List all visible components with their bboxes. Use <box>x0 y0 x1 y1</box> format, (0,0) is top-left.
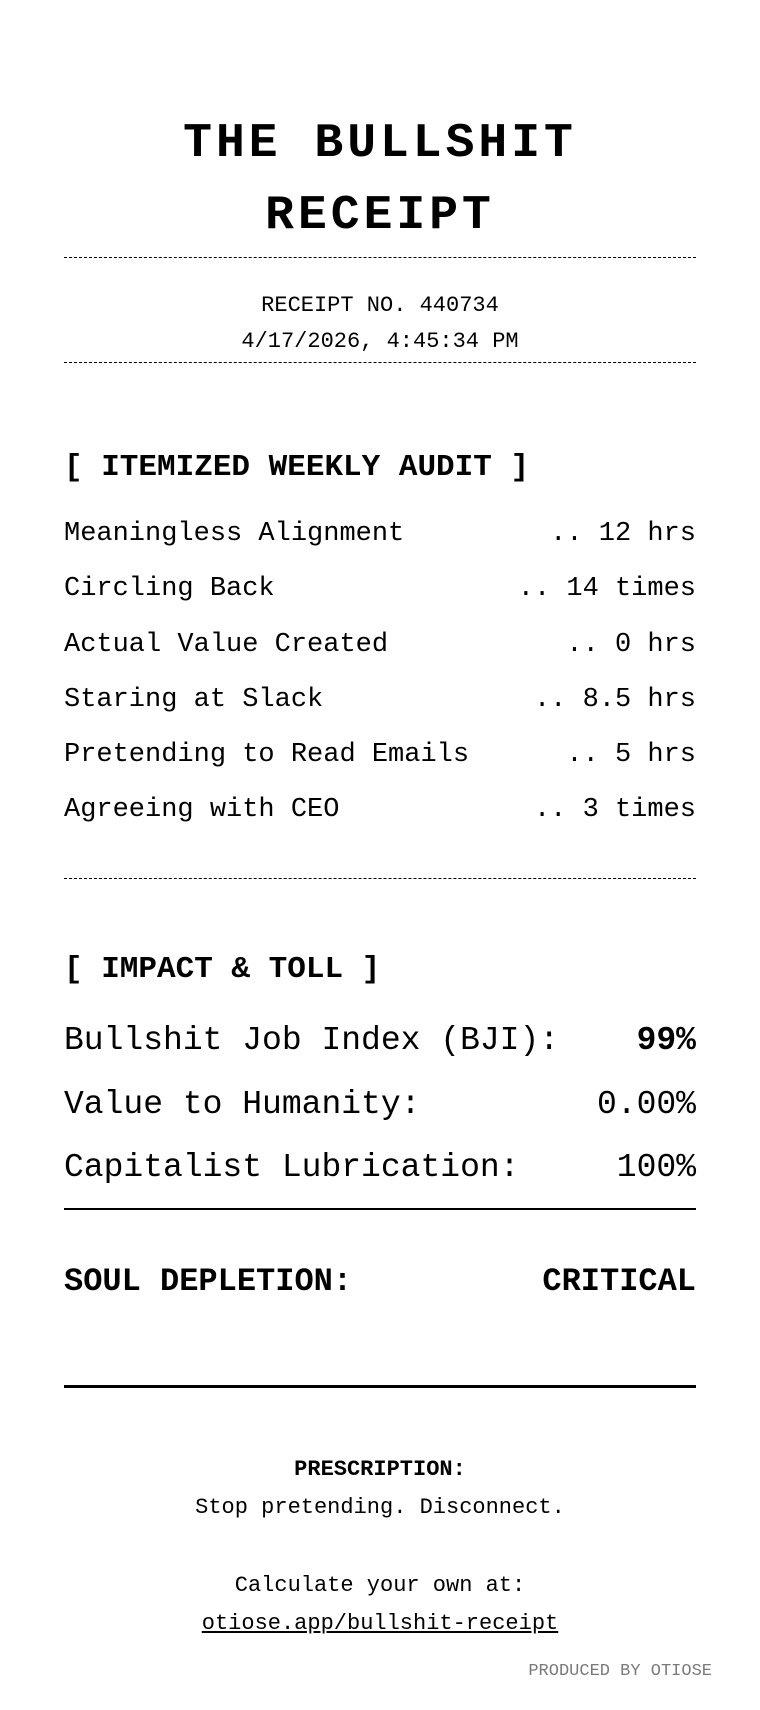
audit-item <box>64 625 696 665</box>
audit-item-value: .. 0 hrs <box>566 630 696 660</box>
footer-credit: PRODUCED BY OTIOSE <box>528 1662 712 1681</box>
audit-item-label: Actual Value Created <box>64 630 389 660</box>
prescription-text: Stop pretending. Disconnect. <box>195 1495 565 1520</box>
header-divider-bottom <box>64 362 696 363</box>
audit-heading: [ ITEMIZED WEEKLY AUDIT ] <box>64 450 530 485</box>
impact-heading: [ IMPACT & TOLL ] <box>64 952 381 987</box>
audit-item <box>64 514 696 554</box>
audit-item <box>64 735 696 775</box>
header-divider-top <box>64 257 696 258</box>
impact-divider <box>64 1208 696 1210</box>
audit-item-value: .. 12 hrs <box>550 519 696 549</box>
audit-item-value: .. 3 times <box>533 795 696 825</box>
audit-item-label: Staring at Slack <box>64 685 324 715</box>
title-line-1: THE BULLSHIT <box>183 117 577 171</box>
impact-label: Capitalist Lubrication: <box>64 1149 520 1186</box>
receipt-title <box>64 108 696 252</box>
audit-item <box>64 790 696 830</box>
impact-value: 99% <box>636 1022 696 1059</box>
cta-text: Calculate your own at: <box>234 1573 526 1598</box>
receipt-datetime: 4/17/2026, 4:45:34 PM <box>241 329 519 354</box>
audit-item-label: Pretending to Read Emails <box>64 740 470 770</box>
prescription-label: PRESCRIPTION: <box>294 1457 466 1482</box>
audit-item <box>64 680 696 720</box>
impact-label: Bullshit Job Index (BJI): <box>64 1022 560 1059</box>
soul-depletion-value: CRITICAL <box>542 1263 696 1300</box>
impact-row <box>64 1019 696 1063</box>
impact-label: Value to Humanity: <box>64 1086 421 1123</box>
impact-value: 100% <box>616 1149 696 1186</box>
soul-depletion-label: SOUL DEPLETION: <box>64 1263 353 1300</box>
audit-item-label: Meaningless Alignment <box>64 519 405 549</box>
impact-row <box>64 1083 696 1127</box>
audit-item <box>64 569 696 609</box>
audit-item-value: .. 8.5 hrs <box>533 685 696 715</box>
impact-row <box>64 1146 696 1190</box>
summary-divider <box>64 1385 696 1388</box>
receipt-link[interactable]: otiose.app/bullshit-receipt <box>201 1611 559 1636</box>
audit-item-value: .. 5 hrs <box>566 740 696 770</box>
audit-divider <box>64 878 696 879</box>
audit-item-label: Agreeing with CEO <box>64 795 340 825</box>
receipt-number: RECEIPT NO. 440734 <box>261 293 499 318</box>
impact-value: 0.00% <box>596 1086 696 1123</box>
audit-item-value: .. 14 times <box>517 574 696 604</box>
title-line-2: RECEIPT <box>265 189 495 243</box>
soul-depletion <box>64 1260 696 1304</box>
audit-item-label: Circling Back <box>64 574 275 604</box>
